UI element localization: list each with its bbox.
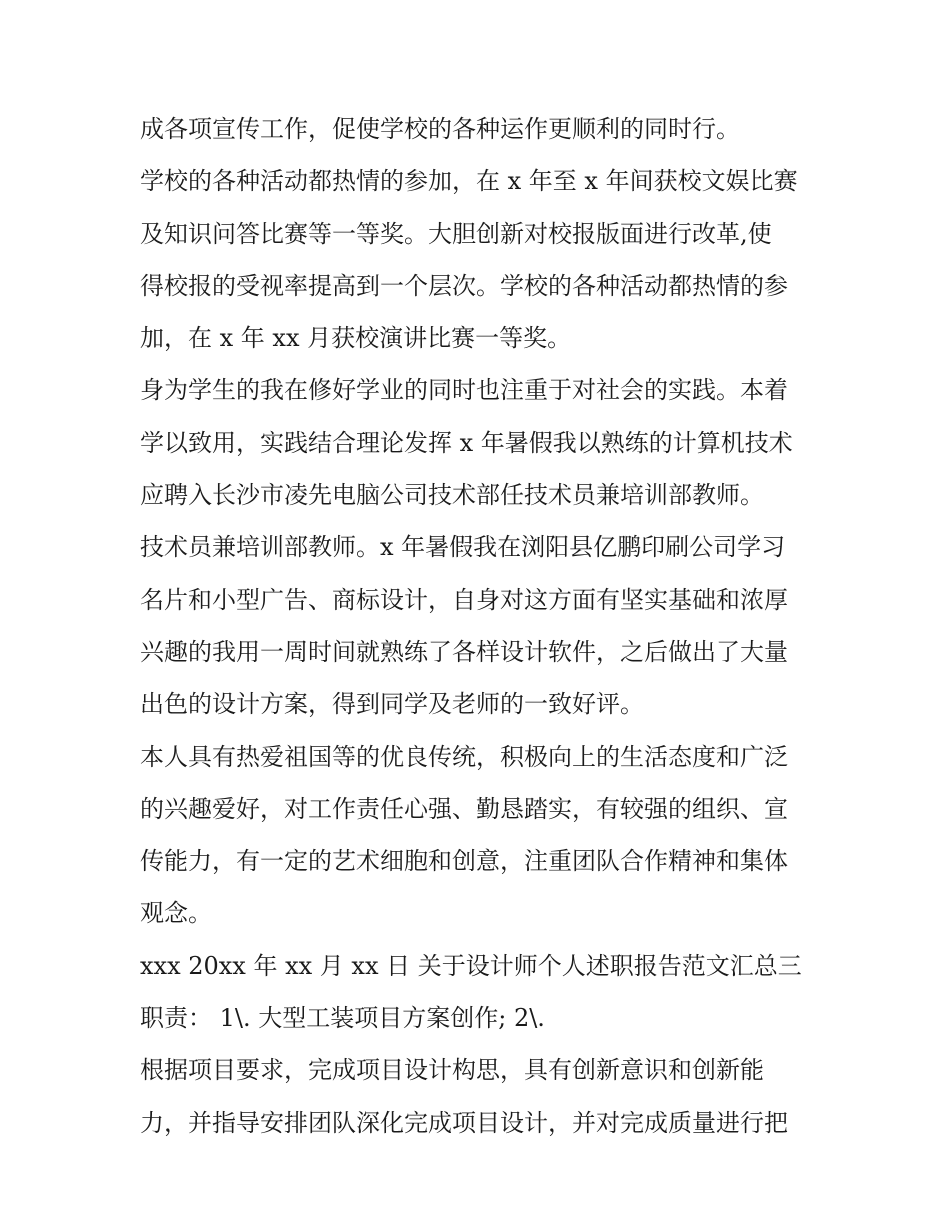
text-line: 及知识问答比赛等一等奖。大胆创新对校报版面进行改革,使: [140, 219, 772, 248]
text-line: 本人具有热爱祖国等的优良传统，积极向上的生活态度和广泛: [140, 742, 788, 771]
text-line: 学以致用，实践结合理论发挥 x 年暑假我以熟练的计算机技术: [140, 428, 793, 457]
text-line: 应聘入长沙市凌先电脑公司技术部任技术员兼培训部教师。: [140, 481, 764, 510]
text-line: 出色的设计方案，得到同学及老师的一致好评。: [140, 690, 644, 719]
text-line: 得校报的受视率提高到一个层次。学校的各种活动都热情的参: [140, 271, 788, 300]
text-line: 技术员兼培训部教师。x 年暑假我在浏阳县亿鹏印刷公司学习: [140, 533, 786, 562]
text-line: 的兴趣爱好，对工作责任心强、勤恳踏实，有较强的组织、宣: [140, 794, 788, 823]
text-line: 加，在 x 年 xx 月获校演讲比赛一等奖。: [140, 324, 572, 353]
text-line: xxx 20xx 年 xx 月 xx 日 关于设计师个人述职报告范文汇总三: [140, 951, 802, 980]
text-line: 力，并指导安排团队深化完成项目设计，并对完成质量进行把: [140, 1108, 788, 1137]
text-line: 传能力，有一定的艺术细胞和创意，注重团队合作精神和集体: [140, 847, 788, 876]
text-line: 成各项宣传工作，促使学校的各种运作更顺利的同时行。: [140, 115, 740, 143]
document-body: [140, 103, 820, 1149]
text-line: 根据项目要求，完成项目设计构思，具有创新意识和创新能: [140, 1056, 764, 1085]
text-line: 兴趣的我用一周时间就熟练了各样设计软件，之后做出了大量: [140, 637, 788, 666]
text-line: 观念。: [140, 899, 212, 928]
text-line: 名片和小型广告、商标设计，自身对这方面有坚实基础和浓厚: [140, 585, 788, 614]
text-line: 学校的各种活动都热情的参加，在 x 年至 x 年间获校文娱比赛: [140, 167, 798, 196]
text-line: 职责： 1\. 大型工装项目方案创作; 2\.: [140, 1004, 545, 1033]
text-line: 身为学生的我在修好学业的同时也注重于对社会的实践。本着: [140, 376, 788, 405]
